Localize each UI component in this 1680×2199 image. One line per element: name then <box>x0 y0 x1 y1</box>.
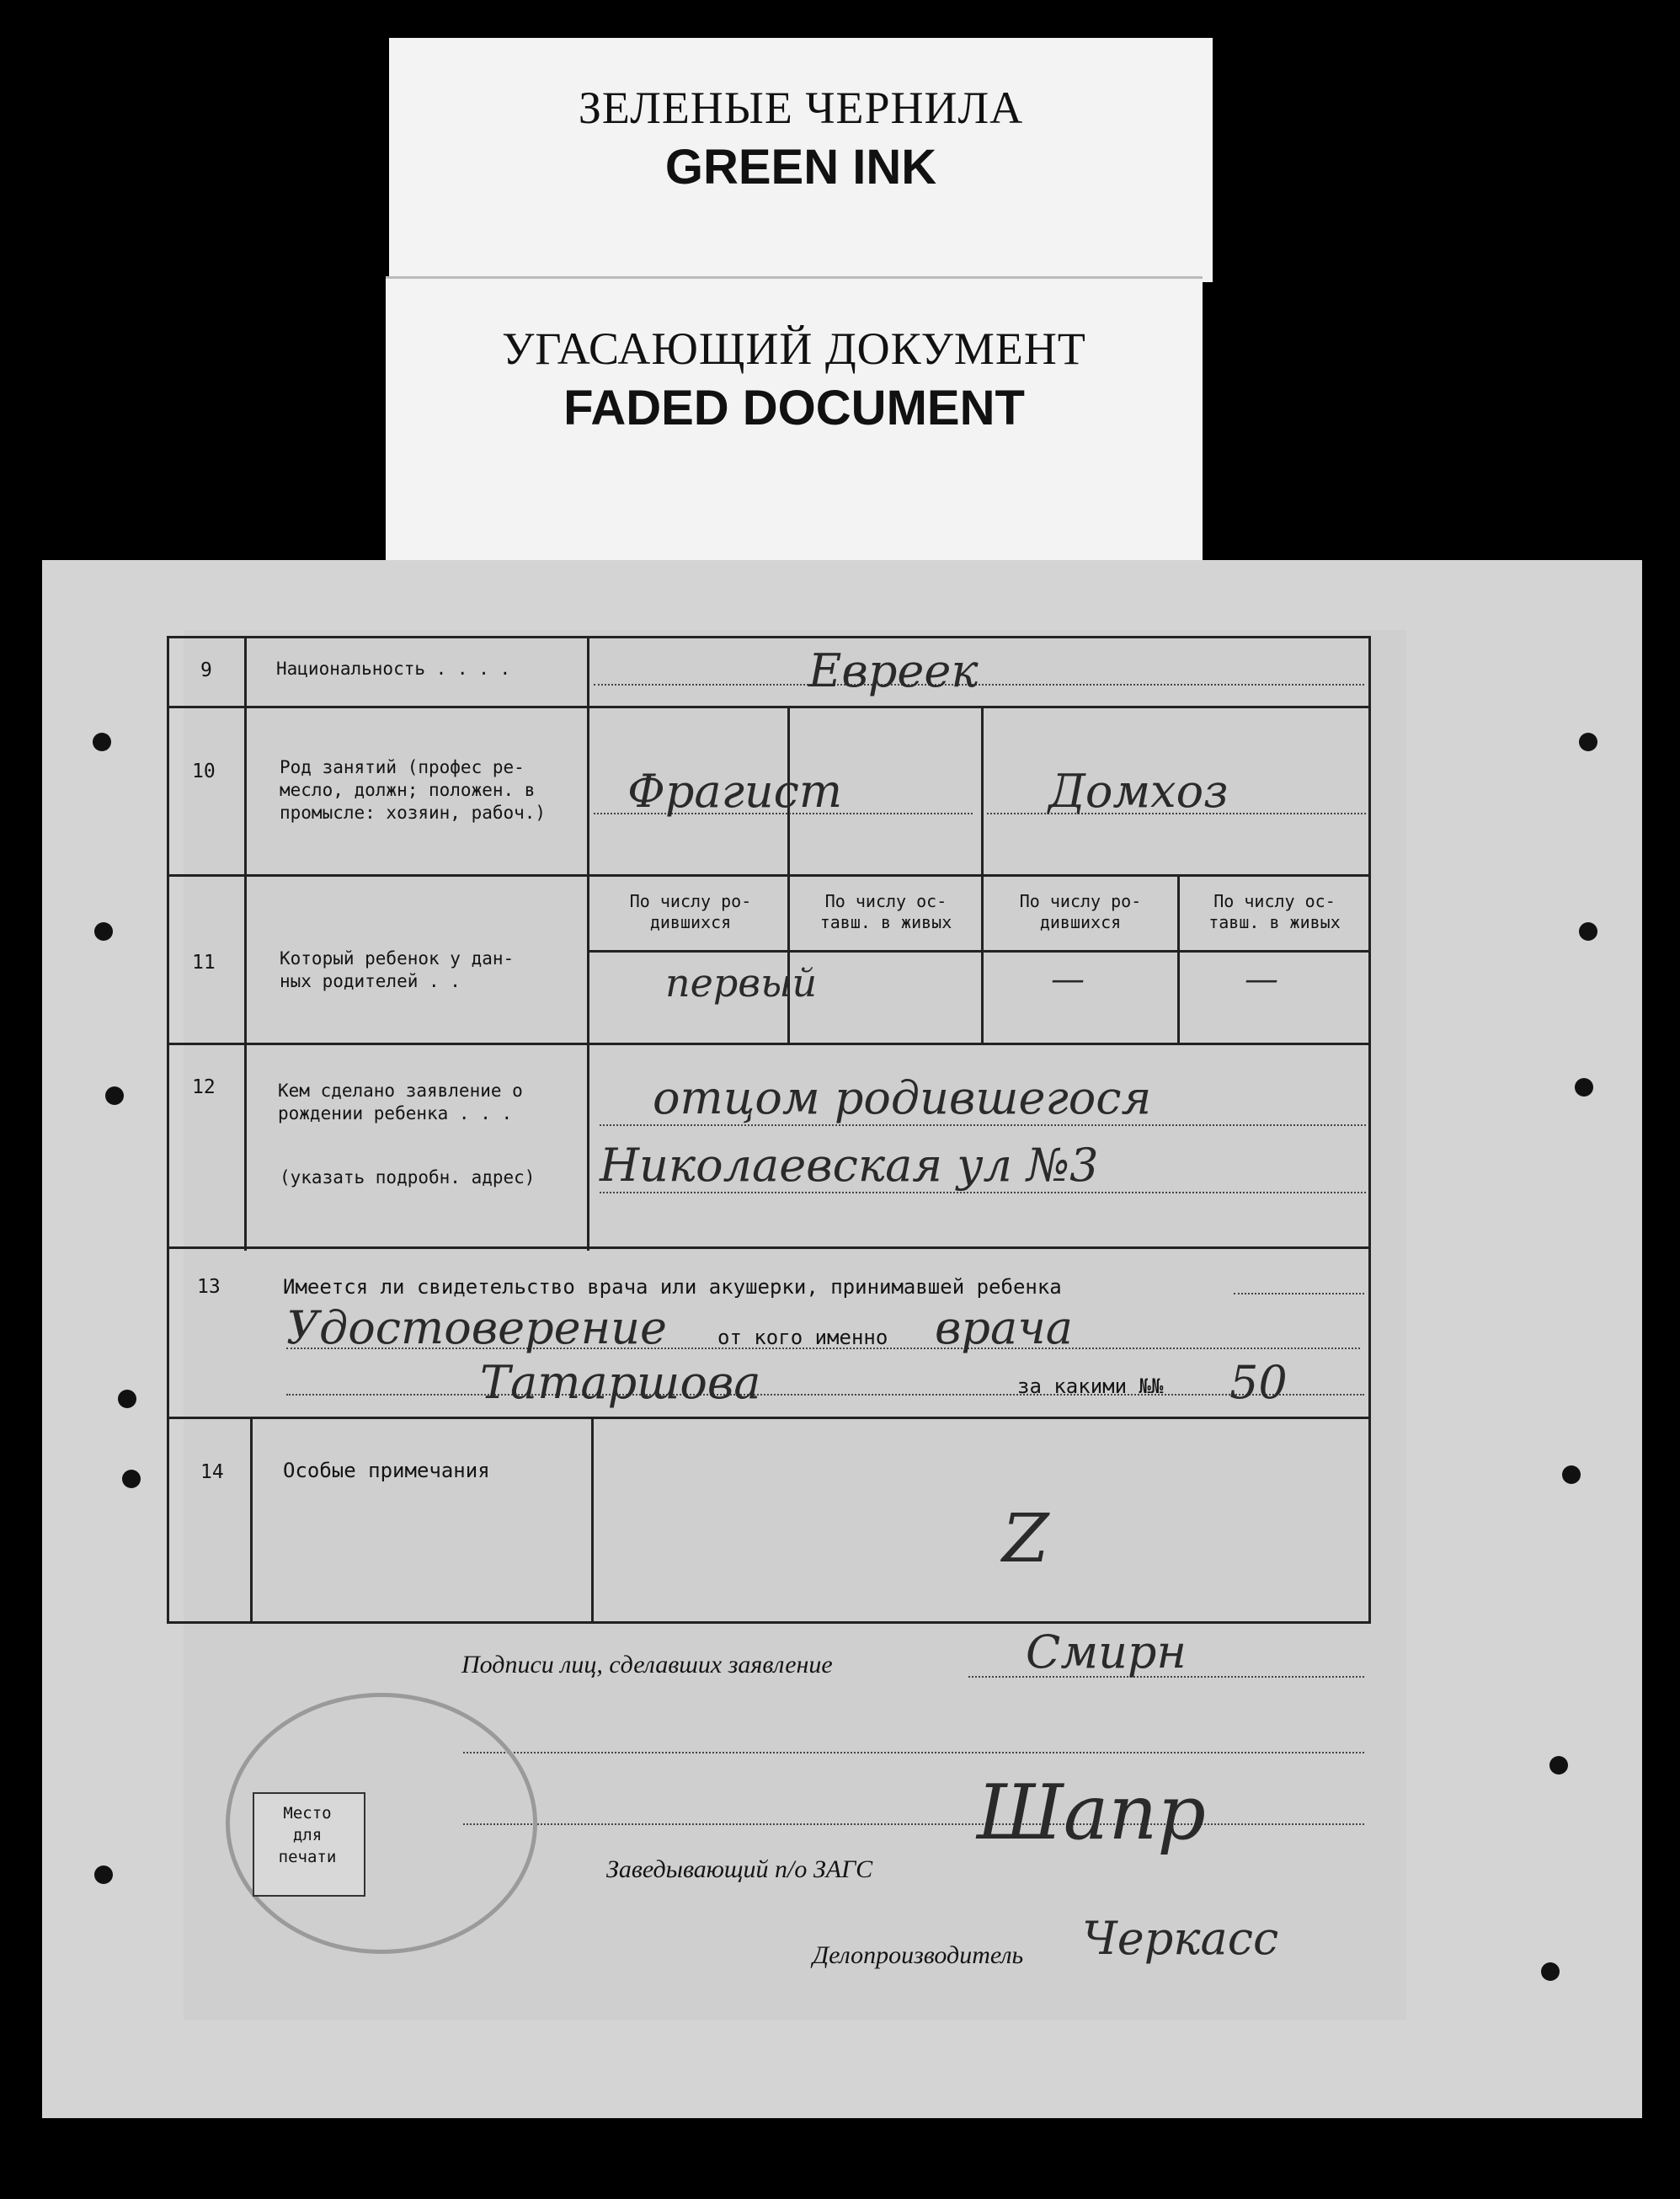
green-ink-card <box>389 38 1213 282</box>
punch-hole <box>1579 922 1597 941</box>
punch-hole <box>1562 1465 1581 1484</box>
row-10-number: 10 <box>192 761 216 782</box>
grid-line <box>167 1621 1371 1624</box>
fill-line <box>286 1394 1364 1396</box>
row-12-address-label: (указать подробн. адрес) <box>280 1167 536 1188</box>
faded-document-title-ru: УГАСАЮЩИЙ ДОКУМЕНТ <box>502 323 1086 374</box>
fill-line <box>1234 1293 1364 1294</box>
zags-head-signature: Шапр <box>977 1769 1206 1857</box>
applicants-signature-label: Подписи лиц, сделавших заявление <box>461 1651 833 1679</box>
row-11-label: Который ребенок у дан- ных родителей . . <box>280 948 515 991</box>
header-alive-mother: По числу ос- тавш. в живых <box>1208 891 1341 932</box>
stamp-place-label: Место для печати <box>278 1804 337 1866</box>
grid-line <box>591 1417 594 1623</box>
punch-hole <box>118 1390 136 1408</box>
nationality-value: Евреек <box>808 644 979 697</box>
punch-hole <box>1579 733 1597 751</box>
fill-line <box>463 1823 1364 1825</box>
child-order-dash: — <box>1245 960 1278 999</box>
punch-hole <box>1575 1078 1593 1097</box>
fill-line <box>594 684 1364 686</box>
punch-hole <box>1549 1756 1568 1775</box>
grid-line <box>167 636 169 1621</box>
punch-hole <box>94 1865 113 1884</box>
row-12-number: 12 <box>192 1076 216 1098</box>
green-ink-title-ru: ЗЕЛЕНЫЕ ЧЕРНИЛА <box>578 83 1024 133</box>
grid-line <box>250 1417 253 1623</box>
grid-line <box>167 874 1371 877</box>
grid-line <box>981 707 984 1044</box>
grid-line <box>1368 636 1371 1621</box>
header-alive-father: По числу ос- тавш. в живых <box>819 891 952 932</box>
from-whom-value: врача <box>935 1301 1073 1354</box>
fill-line <box>463 1752 1364 1753</box>
row-13-number: 13 <box>197 1276 221 1298</box>
faded-document-card <box>386 276 1203 567</box>
punch-hole <box>1541 1962 1560 1981</box>
row-9-label: Национальность . . . . <box>276 659 511 679</box>
child-order-dash: — <box>1051 960 1085 999</box>
zags-head-label: Заведывающий п/о ЗАГС <box>606 1855 873 1883</box>
grid-line <box>167 1417 1371 1419</box>
header-born-mother: По числу ро- дившихся <box>1019 891 1142 932</box>
grid-line <box>244 636 247 1251</box>
applicants-signature: Смирн <box>1026 1625 1187 1679</box>
punch-hole <box>105 1086 124 1105</box>
numbers-value: 50 <box>1229 1356 1288 1409</box>
certificate-value: Удостоверение <box>286 1301 667 1354</box>
clerk-signature: Черкасс <box>1082 1912 1279 1965</box>
grid-line <box>167 1246 1371 1249</box>
green-ink-title-en: GREEN INK <box>664 140 937 195</box>
row-14-number: 14 <box>200 1461 224 1483</box>
grid-line <box>167 706 1371 708</box>
numbers-label: за какими №№ <box>1017 1374 1164 1398</box>
occupation-father-value: Фрагист <box>627 765 843 818</box>
row-11-number: 11 <box>192 952 216 974</box>
grid-line <box>167 636 1371 638</box>
grid-line <box>587 636 589 1251</box>
fill-line <box>600 1192 1366 1193</box>
faded-document-title-en: FADED DOCUMENT <box>563 381 1025 435</box>
row-9-number: 9 <box>200 659 212 681</box>
applicant-value: отцом родившегося <box>653 1071 1152 1124</box>
row-12-label: Кем сделано заявление о рождении ребенка . . . <box>278 1081 523 1124</box>
punch-hole <box>94 922 113 941</box>
punch-hole <box>93 733 111 751</box>
clerk-label: Делопроизводитель <box>813 1941 1024 1969</box>
from-whom-label: от кого именно <box>717 1326 888 1349</box>
applicant-address-value: Николаевская ул №3 <box>600 1139 1099 1192</box>
fill-line <box>600 1124 1366 1126</box>
child-order-value: первый <box>665 960 818 1006</box>
punch-hole <box>122 1470 141 1488</box>
row-14-label: Особые примечания <box>283 1459 490 1482</box>
grid-line <box>167 1043 1371 1045</box>
row-10-label: Род занятий (профес ре- месло, должн; положен. в промысле: хозяин, рабоч.) <box>280 757 547 823</box>
grid-line <box>589 950 1371 953</box>
occupation-mother-value: Домхоз <box>1048 765 1229 818</box>
remarks-dash: Z <box>1002 1499 1049 1577</box>
doctor-name-value: Татаршова <box>480 1356 761 1409</box>
header-born-father: По числу ро- дившихся <box>629 891 752 932</box>
row-13-label: Имеется ли свидетельство врача или акушерки, принимавшей ребенка <box>283 1275 1062 1299</box>
